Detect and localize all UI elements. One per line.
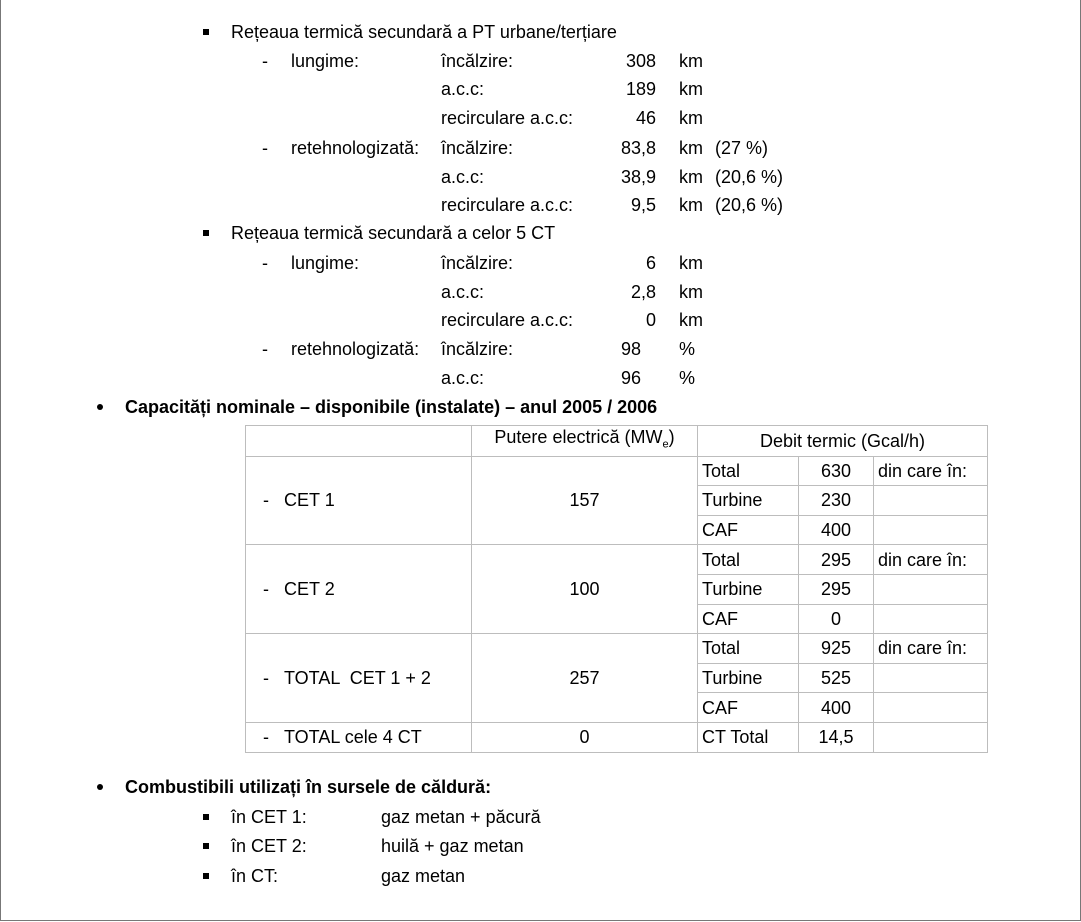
- item-value: 189: [625, 79, 656, 99]
- item-name: a.c.c:: [441, 368, 485, 388]
- item-name: a.c.c:: [441, 282, 485, 302]
- debit-kind: CAF: [698, 515, 799, 545]
- table-row: [246, 545, 988, 575]
- table-row: [246, 722, 988, 752]
- item-name: încălzire:: [441, 138, 514, 158]
- item-unit: km: [679, 167, 703, 187]
- item-unit: %: [679, 368, 696, 388]
- item-value: 2,8: [630, 282, 656, 302]
- combustibili-title: Combustibili utilizați în sursele de căldură:: [125, 777, 492, 797]
- dash: -: [262, 253, 268, 273]
- item-unit: km: [679, 310, 703, 330]
- debit-kind: Total: [698, 456, 799, 486]
- square-bullet-icon: [203, 843, 209, 849]
- item-name: recirculare a.c.c:: [441, 108, 574, 128]
- debit-kind: Total: [698, 634, 799, 664]
- debit-note: din care în:: [874, 545, 988, 575]
- item-name: încălzire:: [441, 51, 514, 71]
- lungime-label: lungime:: [291, 253, 360, 273]
- table-row: [246, 634, 988, 664]
- item-value: 83,8: [620, 138, 656, 158]
- round-bullet-icon: [97, 404, 103, 410]
- dash: -: [262, 51, 268, 71]
- fuel-type: huilă + gaz metan: [381, 836, 524, 856]
- debit-value: 0: [799, 604, 874, 634]
- debit-kind: CT Total: [698, 722, 799, 752]
- table-header-row: [246, 426, 988, 457]
- square-bullet-icon: [203, 230, 209, 236]
- debit-value: 230: [799, 486, 874, 516]
- debit-note: [874, 486, 988, 516]
- square-bullet-icon: [203, 873, 209, 879]
- item-value: 308: [625, 51, 656, 71]
- fuel-source: în CET 1:: [231, 807, 307, 827]
- item-unit: km: [679, 51, 703, 71]
- item-name: recirculare a.c.c:: [441, 310, 574, 330]
- power-value: 0: [472, 722, 698, 752]
- fuel-type: gaz metan + păcură: [381, 807, 541, 827]
- item-value: 9,5: [630, 195, 656, 215]
- section-title-ct: Rețeaua termică secundară a celor 5 CT: [231, 223, 556, 243]
- item-name: recirculare a.c.c:: [441, 195, 574, 215]
- table-header-debit: Debit termic (Gcal/h): [698, 426, 988, 457]
- item-value: 98: [621, 339, 642, 359]
- square-bullet-icon: [203, 814, 209, 820]
- item-percent: (27 %): [715, 138, 769, 158]
- item-unit: km: [679, 195, 703, 215]
- debit-kind: CAF: [698, 693, 799, 723]
- table-header-power: Putere electrică $(MW_e)$: [472, 426, 698, 457]
- debit-note: [874, 722, 988, 752]
- power-value: 257: [472, 634, 698, 723]
- item-value: 38,9: [620, 167, 656, 187]
- debit-note: din care în:: [874, 456, 988, 486]
- item-unit: km: [679, 253, 703, 273]
- item-name: a.c.c:: [441, 167, 485, 187]
- power-value: 157: [472, 456, 698, 545]
- debit-kind: Turbine: [698, 574, 799, 604]
- item-percent: (20,6 %): [715, 195, 784, 215]
- debit-value: 400: [799, 693, 874, 723]
- retehn-label: retehnologizată:: [291, 138, 420, 158]
- item-name: încălzire:: [441, 339, 514, 359]
- debit-kind: Turbine: [698, 663, 799, 693]
- item-name: a.c.c:: [441, 79, 485, 99]
- source-name: - TOTAL CET 1 + 2: [246, 634, 472, 723]
- debit-kind: Turbine: [698, 486, 799, 516]
- square-bullet-icon: [203, 29, 209, 35]
- table-row: [246, 456, 988, 486]
- source-name: - CET 2: [246, 545, 472, 634]
- capacitati-title: Capacități nominale – disponibile (instalate) – anul 2005 / 2006: [125, 397, 658, 417]
- debit-note: [874, 515, 988, 545]
- debit-note: din care în:: [874, 634, 988, 664]
- power-value: 100: [472, 545, 698, 634]
- debit-kind: Total: [698, 545, 799, 575]
- fuel-source: în CET 2:: [231, 836, 307, 856]
- source-name: - CET 1: [246, 456, 472, 545]
- section-title-urban: Rețeaua termică secundară a PT urbane/terțiare: [231, 22, 617, 42]
- capacity-table: [245, 425, 988, 753]
- debit-value: 295: [799, 545, 874, 575]
- dash: -: [262, 339, 268, 359]
- item-unit: km: [679, 108, 703, 128]
- item-name: încălzire:: [441, 253, 514, 273]
- debit-note: [874, 604, 988, 634]
- item-value: 0: [645, 310, 656, 330]
- item-unit: km: [679, 282, 703, 302]
- table-header-empty: [246, 426, 472, 457]
- fuel-type: gaz metan: [381, 866, 466, 886]
- debit-note: [874, 663, 988, 693]
- source-name: - TOTAL cele 4 CT: [246, 722, 472, 752]
- dash: -: [262, 138, 268, 158]
- item-unit: km: [679, 79, 703, 99]
- debit-value: 295: [799, 574, 874, 604]
- lungime-label: lungime:: [291, 51, 360, 71]
- debit-kind: CAF: [698, 604, 799, 634]
- debit-value: 525: [799, 663, 874, 693]
- debit-value: 925: [799, 634, 874, 664]
- item-value: 6: [645, 253, 656, 273]
- item-unit: km: [679, 138, 703, 158]
- debit-value: 630: [799, 456, 874, 486]
- round-bullet-icon: [97, 784, 103, 790]
- item-value: 46: [635, 108, 656, 128]
- retehn-label: retehnologizată:: [291, 339, 420, 359]
- debit-note: [874, 693, 988, 723]
- item-value: 96: [621, 368, 642, 388]
- debit-value: 400: [799, 515, 874, 545]
- debit-note: [874, 574, 988, 604]
- item-unit: %: [679, 339, 696, 359]
- debit-value: 14,5: [799, 722, 874, 752]
- item-percent: (20,6 %): [715, 167, 784, 187]
- fuel-source: în CT:: [231, 866, 279, 886]
